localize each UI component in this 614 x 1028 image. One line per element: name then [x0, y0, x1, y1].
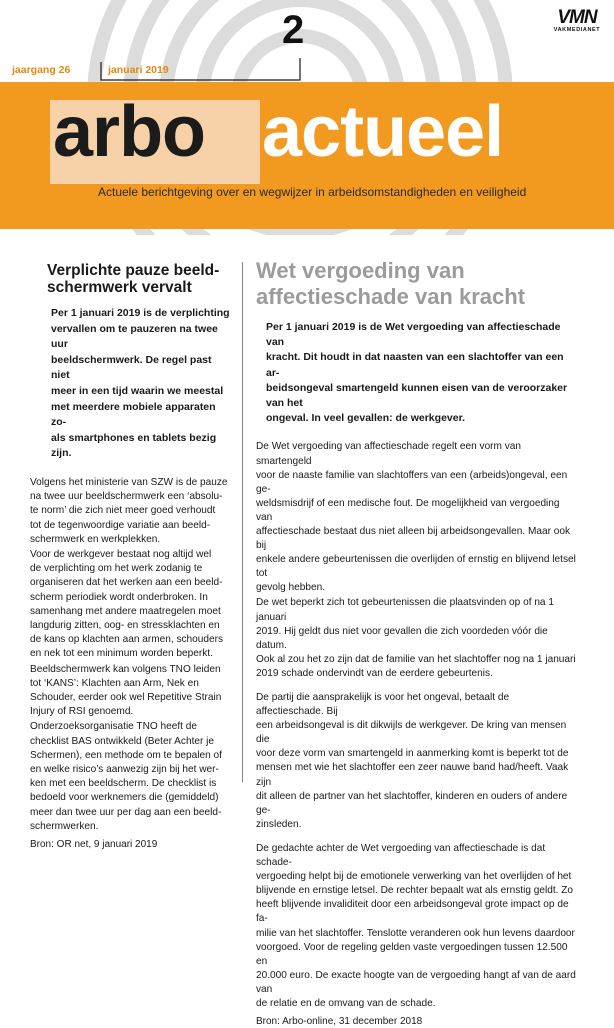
left-article-paragraph: Onderzoeksorganisatie TNO heeft de checklist BAS ontwikkeld (Beter Achter je Schermen), een methode om te bepalen of en welke risico’s aanwezig zijn bij het wer- ken met een beeldscherm. De checklist is bedoeld voor werknemers die (gemiddeld) meer dan twee uur per dag aan een beeld- schermwerken.: [30, 721, 222, 832]
left-article-paragraph: Volgens het ministerie van SZW is de pauze na twee uur beeldschermwerk een ‘absolu- te norm’ die zich niet meer goed verhoudt tot de tegenwoordige variatie aan beeld- schermwerk en werkplekken.: [30, 476, 228, 545]
issue-number: 2: [282, 8, 305, 52]
right-article: [256, 258, 576, 1028]
right-article-headline: Wet vergoeding van affectieschade van kracht: [256, 258, 526, 309]
left-article-headline: Verplichte pauze beeld- schermwerk vervalt: [47, 262, 220, 296]
left-article-source: Bron: OR net, 9 januari 2019: [30, 839, 158, 851]
issue-date: januari 2019: [108, 64, 169, 76]
right-article-paragraph: De wet beperkt zich tot gebeurtenissen die plaatsvinden op of na 1 januari 2019. Hij geldt dus niet voor gevallen die zich voordeden vóór die datum. Ook al zou het zo zijn dat de familie van het slachtoffer nog na 1 januari 2019 schade ondervindt van de eerdere gebeurtenis.: [256, 597, 576, 679]
volume-label: jaargang 26: [12, 64, 71, 76]
masthead-tagline: Actuele berichtgeving over en wegwijzer in arbeidsomstandigheden en veiligheid: [98, 185, 527, 199]
left-article-paragraph: Beeldschermwerk kan volgens TNO leiden tot ‘KANS’: Klachten aan Arm, Nek en Schouder, eerder ook wel Repetitive Strain Injury of RSI genoemd.: [30, 663, 222, 718]
column-divider: [242, 262, 243, 782]
logo-subtext: VAKMEDIANET: [553, 27, 601, 33]
issue-bracket: [0, 0, 614, 90]
masthead-title-arbo: arbo: [53, 92, 206, 172]
masthead-title-actueel: actueel: [262, 92, 504, 172]
logo-mark: VMN: [557, 7, 597, 28]
right-article-lead: Per 1 januari 2019 is de Wet vergoeding van affectieschade van kracht. Dit houdt in dat naasten van een slachtoffer van een ar- beidsongeval smartengeld kunnen eisen van de veroorzaker van het ongeval. In veel gevallen: de werkgever.: [266, 321, 568, 425]
right-article-paragraph: De partij die aansprakelijk is voor het ongeval, betaalt de affectieschade. Bij een arbeidsongeval is dit dikwijls de werkgever. De kring van mensen die voor deze vorm van smartengeld in aanmerking komt is beperkt tot de mensen met wie het slachtoffer een zeer nauwe band had/heeft. Vaak zijn dit alleen de partner van het slachtoffer, kinderen en ouders of andere ge- zinsleden.: [256, 692, 569, 830]
right-article-paragraph: De Wet vergoeding van affectieschade regelt een vorm van smartengeld voor de naaste familie van slachtoffers van een (arbeids)ongeval, een ge- weldsmisdrijf of een medische fout. De mogelijkheid van vergoeding van affectieschade bestaat dus niet alleen bij arbeidsongevallen. Maar ook bij enkele andere gebeurtenissen die overlijden of ernstig en blijvend letsel tot gevolg hebben.: [256, 441, 576, 594]
left-article-lead: Per 1 januari 2019 is de verplichting vervallen om te pauzeren na twee uur beeldschermwerk. De regel past niet meer in een tijd waarin we meestal met meerdere mobiele apparaten zo- als smartphones en tablets bezig zijn.: [51, 307, 230, 460]
left-article: [30, 262, 230, 851]
right-article-paragraph: De gedachte achter de Wet vergoeding van affectieschade is dat schade- vergoeding helpt bij de emotionele verwerking van het overlijden of het blijvende en ernstige letsel. De rechter bepaalt wat als ernstig geldt. Zo heeft blijvende invaliditeit door een arbeidsongeval grote impact op de fa- milie van het slachtoffer. Tenslotte veranderen ook hun levens daardoor voorgoed. Voor de regeling gelden vaste vergoedingen tussen 12.500 en 20.000 euro. De exacte hoogte van de vergoeding hangt af van de aard van de relatie en de omvang van de schade.: [256, 842, 576, 1009]
right-article-source: Bron: Arbo-online, 31 december 2018: [256, 1016, 423, 1028]
left-article-paragraph: Voor de werkgever bestaat nog altijd wel de verplichting om het werk zodanig te organiseren dat het werken aan een beeld- scherm periodiek wordt onderbroken. In samenhang met andere maatregelen moet langdurig zitten, oog- en stressklachten en de kans op klachten aan armen, schouders en nek tot een minimum worden beperkt.: [30, 548, 224, 660]
